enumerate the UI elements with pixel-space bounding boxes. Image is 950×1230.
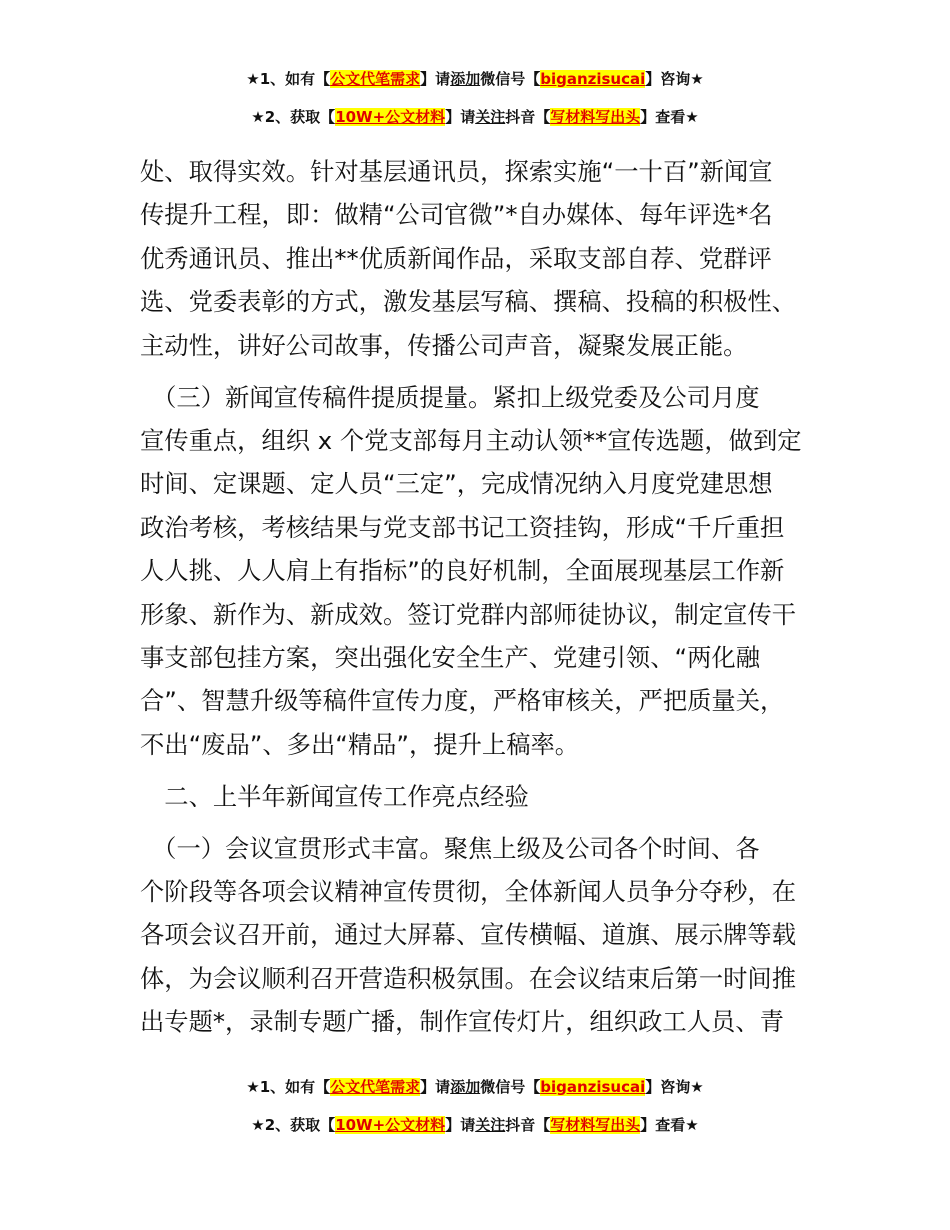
notice-mid: 微信号【 xyxy=(480,70,541,88)
notice-prefix: ★2、获取【 xyxy=(251,108,336,126)
text-line: 体，为会议顺利召开营造积极氛围。在会议结束后第一时间推 xyxy=(140,963,797,993)
text-line: 处、取得实效。针对基层通讯员，探索实施“一十百”新闻宣 xyxy=(140,157,773,186)
notice-suffix: 】查看★ xyxy=(640,108,699,126)
text-line: 个阶段等各项会议精神宣传贯彻，全体新闻人员争分夺秒，在 xyxy=(140,877,797,907)
notice-mid: 抖音【 xyxy=(505,108,551,126)
highlight-materials: 10W+公文材料 xyxy=(335,108,446,126)
text-line: 宣传重点，组织 x 个党支部每月主动认领**宣传选题，做到定 xyxy=(140,425,802,455)
notice-suffix: 】咨询★ xyxy=(645,70,704,88)
text-line: 不出“废品”、多出“精品”，提升上稿率。 xyxy=(140,729,580,759)
header-notice-2 xyxy=(0,107,950,127)
paragraph xyxy=(140,827,820,1044)
highlight-service: 公文代笔需求 xyxy=(330,70,421,88)
text-line: 传提升工程，即：做精“公司官微”*自办媒体、每年评选*名 xyxy=(140,200,773,230)
highlight-materials: 10W+公文材料 xyxy=(335,1116,446,1134)
notice-mid: 】请 xyxy=(420,1078,451,1096)
notice-mid: 】请 xyxy=(420,70,451,88)
text-line: 各项会议召开前，通过大屏幕、宣传横幅、道旗、展示牌等载 xyxy=(140,920,797,950)
text-line: （一）会议宣贯形式丰富。聚焦上级及公司各个时间、各 xyxy=(140,833,760,863)
text-line: 选、党委表彰的方式，激发基层写稿、撰稿、投稿的积极性、 xyxy=(140,287,797,317)
text-line: （三）新闻宣传稿件提质提量。紧扣上级党委及公司月度 xyxy=(140,382,760,412)
text-line: 形象、新作为、新成效。签订党群内部师徒协议，制定宣传干 xyxy=(140,599,797,629)
highlight-douyin-account: 写材料写出头 xyxy=(550,108,641,126)
highlight-service: 公文代笔需求 xyxy=(330,1078,421,1096)
footer-notice-1 xyxy=(0,1077,950,1097)
section-heading xyxy=(140,775,820,818)
paragraph xyxy=(140,150,820,367)
text-line: 主动性，讲好公司故事，传播公司声音，凝聚发展正能。 xyxy=(140,330,748,360)
notice-emphasis: 关注 xyxy=(475,108,506,126)
highlight-douyin-account: 写材料写出头 xyxy=(550,1116,641,1134)
footer-notice-2 xyxy=(0,1115,950,1135)
document-body xyxy=(140,150,820,1044)
notice-emphasis: 关注 xyxy=(475,1116,506,1134)
notice-emphasis: 添加 xyxy=(450,70,481,88)
text-line: 事支部包挂方案，突出强化安全生产、党建引领、“两化融 xyxy=(140,642,761,672)
text-line: 政治考核，考核结果与党支部书记工资挂钩，形成“千斤重担 xyxy=(140,512,785,542)
notice-emphasis: 添加 xyxy=(450,1078,481,1096)
text-line: 合”、智慧升级等稿件宣传力度，严格审核关，严把质量关， xyxy=(140,686,785,716)
text-line: 优秀通讯员、推出**优质新闻作品，采取支部自荐、党群评 xyxy=(140,243,772,273)
header-notice-1 xyxy=(0,69,950,89)
notice-mid: 】请 xyxy=(445,1116,476,1134)
notice-mid: 】请 xyxy=(445,108,476,126)
notice-suffix: 】查看★ xyxy=(640,1116,699,1134)
notice-prefix: ★1、如有【 xyxy=(246,70,331,88)
heading-line: 二、上半年新闻宣传工作亮点经验 xyxy=(140,781,529,811)
notice-prefix: ★2、获取【 xyxy=(251,1116,336,1134)
text-line: 时间、定课题、定人员“三定”，完成情况纳入月度党建思想 xyxy=(140,469,773,499)
text-line: 出专题*，录制专题广播，制作宣传灯片，组织政工人员、青 xyxy=(140,1007,784,1037)
notice-suffix: 】咨询★ xyxy=(645,1078,704,1096)
notice-mid: 抖音【 xyxy=(505,1116,551,1134)
highlight-wechat-id: biganzisucai xyxy=(540,70,646,88)
paragraph xyxy=(140,376,820,767)
notice-mid: 微信号【 xyxy=(480,1078,541,1096)
text-line: 人人挑、人人肩上有指标”的良好机制，全面展现基层工作新 xyxy=(140,556,785,586)
notice-prefix: ★1、如有【 xyxy=(246,1078,331,1096)
highlight-wechat-id: biganzisucai xyxy=(540,1078,646,1096)
